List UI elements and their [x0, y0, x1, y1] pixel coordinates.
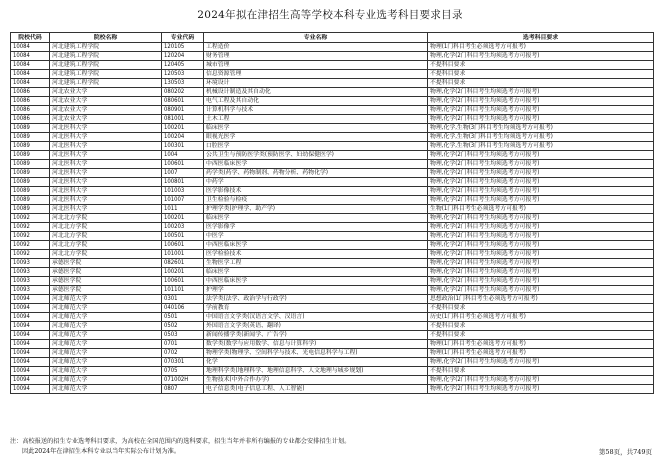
- cell-school-code: 10092: [11, 214, 50, 223]
- cell-major-name: 工程造价: [204, 43, 428, 52]
- cell-school-name: 河北建筑工程学院: [50, 52, 162, 61]
- cell-major-name: 中西医临床医学: [204, 277, 428, 286]
- cell-school-code: 10089: [11, 169, 50, 178]
- cell-school-name: 河北师范大学: [50, 367, 162, 376]
- cell-subject-requirement: 物理,化学,生物(3门科目考生均须选考方可报考): [428, 124, 654, 133]
- cell-major-code: 100801: [162, 178, 204, 187]
- cell-major-name: 生物技术(中外合作办学): [204, 376, 428, 385]
- cell-school-code: 10086: [11, 106, 50, 115]
- cell-major-name: 中西医临床医学: [204, 160, 428, 169]
- cell-school-code: 10094: [11, 295, 50, 304]
- cell-school-name: 河北农业大学: [50, 97, 162, 106]
- table-row: [11, 61, 654, 70]
- cell-school-code: 10093: [11, 268, 50, 277]
- table-row: [11, 169, 654, 178]
- table-row: [11, 367, 654, 376]
- cell-major-name: 口腔医学: [204, 142, 428, 151]
- cell-major-name: 机械设计制造及其自动化: [204, 88, 428, 97]
- cell-major-name: 学前教育: [204, 304, 428, 313]
- cell-major-code: 0702: [162, 349, 204, 358]
- cell-major-code: 100201: [162, 214, 204, 223]
- cell-subject-requirement: 物理,化学(2门科目考生均须选考方可报考): [428, 232, 654, 241]
- cell-major-name: 土木工程: [204, 115, 428, 124]
- cell-major-code: 100201: [162, 124, 204, 133]
- footnote-line-2: 因此2024年在津招生本科专业以当年实际公布计划为准。: [22, 448, 181, 455]
- cell-major-code: 0502: [162, 322, 204, 331]
- cell-major-code: 0301: [162, 295, 204, 304]
- col-header-major-code: 专业代码: [162, 33, 204, 43]
- col-header-school-name: 院校名称: [50, 33, 162, 43]
- cell-school-code: 10094: [11, 331, 50, 340]
- cell-school-code: 10093: [11, 286, 50, 295]
- table-row: [11, 286, 654, 295]
- cell-subject-requirement: 物理(1门科目考生必须选考方可报考): [428, 43, 654, 52]
- table-row: [11, 223, 654, 232]
- cell-school-code: 10093: [11, 277, 50, 286]
- table-row: [11, 196, 654, 205]
- cell-school-name: 河北师范大学: [50, 358, 162, 367]
- table-row: [11, 385, 654, 394]
- cell-subject-requirement: 物理,化学(2门科目考生均须选考方可报考): [428, 106, 654, 115]
- cell-school-code: 10094: [11, 322, 50, 331]
- cell-major-name: 外国语言文学类(英语、翻译): [204, 322, 428, 331]
- cell-subject-requirement: 生物(1门科目考生必须选考方可报考): [428, 205, 654, 214]
- table-row: [11, 115, 654, 124]
- cell-subject-requirement: 不提科目要求: [428, 322, 654, 331]
- cell-major-code: 120105: [162, 43, 204, 52]
- cell-school-name: 河北师范大学: [50, 295, 162, 304]
- cell-school-code: 10089: [11, 178, 50, 187]
- table-row: [11, 250, 654, 259]
- cell-major-code: 0807: [162, 385, 204, 394]
- col-header-school-code: 院校代码: [11, 33, 50, 43]
- table-row: [11, 259, 654, 268]
- cell-major-name: 新闻传播学类(新闻学、广告学): [204, 331, 428, 340]
- table-row: [11, 106, 654, 115]
- cell-subject-requirement: 不提科目要求: [428, 61, 654, 70]
- cell-major-code: 101001: [162, 250, 204, 259]
- cell-school-code: 10089: [11, 151, 50, 160]
- cell-major-code: 100601: [162, 277, 204, 286]
- cell-major-code: 1011: [162, 205, 204, 214]
- table-row: [11, 43, 654, 52]
- cell-major-code: 100601: [162, 160, 204, 169]
- cell-subject-requirement: 物理(1门科目考生必须选考方可报考): [428, 349, 654, 358]
- cell-subject-requirement: 物理,化学(2门科目考生均须选考方可报考): [428, 376, 654, 385]
- cell-school-code: 10093: [11, 259, 50, 268]
- table-row: [11, 214, 654, 223]
- table-row: [11, 142, 654, 151]
- table-row: [11, 160, 654, 169]
- cell-school-name: 河北医科大学: [50, 124, 162, 133]
- table-row: [11, 88, 654, 97]
- cell-school-code: 10089: [11, 124, 50, 133]
- cell-subject-requirement: 不提科目要求: [428, 79, 654, 88]
- cell-subject-requirement: 物理,化学(2门科目考生均须选考方可报考): [428, 52, 654, 61]
- table-row: [11, 124, 654, 133]
- cell-school-name: 河北医科大学: [50, 178, 162, 187]
- cell-major-code: 100501: [162, 232, 204, 241]
- cell-school-name: 河北医科大学: [50, 151, 162, 160]
- table-row: [11, 277, 654, 286]
- cell-major-name: 地理科学类(地理科学、地理信息科学、人文地理与城乡规划): [204, 367, 428, 376]
- cell-school-code: 10094: [11, 340, 50, 349]
- cell-school-code: 10089: [11, 160, 50, 169]
- cell-major-code: 100204: [162, 133, 204, 142]
- cell-school-name: 河北医科大学: [50, 160, 162, 169]
- cell-major-code: 101007: [162, 196, 204, 205]
- cell-school-code: 10094: [11, 313, 50, 322]
- cell-school-name: 河北北方学院: [50, 241, 162, 250]
- table-row: [11, 178, 654, 187]
- cell-major-name: 医学影像技术: [204, 187, 428, 196]
- cell-school-code: 10086: [11, 97, 50, 106]
- cell-school-name: 河北师范大学: [50, 331, 162, 340]
- cell-major-code: 100301: [162, 142, 204, 151]
- table-row: [11, 52, 654, 61]
- cell-school-code: 10092: [11, 232, 50, 241]
- table-header-row: [11, 33, 654, 43]
- cell-school-name: 承德医学院: [50, 277, 162, 286]
- cell-subject-requirement: 思想政治(1门科目考生必须选考方可报考): [428, 295, 654, 304]
- table-row: [11, 304, 654, 313]
- table-row: [11, 79, 654, 88]
- cell-major-code: 1004: [162, 151, 204, 160]
- cell-major-name: 中药学: [204, 178, 428, 187]
- cell-subject-requirement: 不提科目要求: [428, 304, 654, 313]
- cell-school-name: 河北医科大学: [50, 142, 162, 151]
- cell-subject-requirement: 物理,化学(2门科目考生均须选考方可报考): [428, 151, 654, 160]
- cell-major-name: 护理学类(护理学、助产学): [204, 205, 428, 214]
- cell-school-name: 河北北方学院: [50, 232, 162, 241]
- cell-major-name: 眼视光医学: [204, 133, 428, 142]
- cell-subject-requirement: 物理,化学(2门科目考生均须选考方可报考): [428, 358, 654, 367]
- table-row: [11, 241, 654, 250]
- table-row: [11, 268, 654, 277]
- cell-school-code: 10089: [11, 205, 50, 214]
- cell-major-name: 信息资源管理: [204, 70, 428, 79]
- cell-school-code: 10084: [11, 52, 50, 61]
- page-number: 第58页，共749页: [598, 448, 652, 456]
- cell-subject-requirement: 物理,化学(2门科目考生均须选考方可报考): [428, 277, 654, 286]
- cell-school-code: 10094: [11, 367, 50, 376]
- table-row: [11, 232, 654, 241]
- cell-school-name: 河北建筑工程学院: [50, 79, 162, 88]
- cell-subject-requirement: 历史(1门科目考生必须选考方可报考): [428, 313, 654, 322]
- cell-school-name: 河北北方学院: [50, 223, 162, 232]
- cell-subject-requirement: 物理,化学(2门科目考生均须选考方可报考): [428, 160, 654, 169]
- cell-major-name: 医学影像学: [204, 223, 428, 232]
- cell-major-code: 0503: [162, 331, 204, 340]
- cell-school-name: 承德医学院: [50, 286, 162, 295]
- cell-major-code: 0705: [162, 367, 204, 376]
- table-row: [11, 313, 654, 322]
- cell-major-name: 中西医临床医学: [204, 241, 428, 250]
- cell-subject-requirement: 物理,化学(2门科目考生均须选考方可报考): [428, 115, 654, 124]
- cell-subject-requirement: 物理,化学,生物(3门科目考生均须选考方可报考): [428, 142, 654, 151]
- cell-school-code: 10084: [11, 61, 50, 70]
- cell-major-name: 中国语言文学类(汉语言文学、汉语言): [204, 313, 428, 322]
- cell-subject-requirement: 物理,化学(2门科目考生均须选考方可报考): [428, 97, 654, 106]
- cell-school-code: 10092: [11, 241, 50, 250]
- cell-school-code: 10092: [11, 223, 50, 232]
- cell-school-name: 河北师范大学: [50, 349, 162, 358]
- cell-subject-requirement: 物理,化学(2门科目考生均须选考方可报考): [428, 241, 654, 250]
- cell-subject-requirement: 物理,化学(2门科目考生均须选考方可报考): [428, 286, 654, 295]
- cell-major-code: 130503: [162, 79, 204, 88]
- cell-school-name: 承德医学院: [50, 268, 162, 277]
- cell-school-code: 10084: [11, 70, 50, 79]
- cell-major-name: 化学: [204, 358, 428, 367]
- table-row: [11, 151, 654, 160]
- cell-school-code: 10089: [11, 142, 50, 151]
- cell-major-name: 医学检验技术: [204, 250, 428, 259]
- cell-major-code: 040106: [162, 304, 204, 313]
- cell-school-name: 河北建筑工程学院: [50, 70, 162, 79]
- table-row: [11, 70, 654, 79]
- cell-major-name: 财务管理: [204, 52, 428, 61]
- cell-school-code: 10084: [11, 79, 50, 88]
- cell-school-name: 河北师范大学: [50, 385, 162, 394]
- cell-major-code: 100201: [162, 268, 204, 277]
- cell-school-name: 河北医科大学: [50, 187, 162, 196]
- cell-major-code: 120405: [162, 61, 204, 70]
- cell-school-name: 河北师范大学: [50, 304, 162, 313]
- cell-school-code: 10084: [11, 43, 50, 52]
- table-row: [11, 349, 654, 358]
- table-row: [11, 187, 654, 196]
- cell-major-name: 电子信息类(电子信息工程、人工智能): [204, 385, 428, 394]
- cell-major-code: 080202: [162, 88, 204, 97]
- footnote: [10, 437, 570, 457]
- cell-major-name: 城市管理: [204, 61, 428, 70]
- cell-school-name: 河北农业大学: [50, 106, 162, 115]
- cell-subject-requirement: 物理,化学(2门科目考生均须选考方可报考): [428, 259, 654, 268]
- cell-school-name: 河北北方学院: [50, 214, 162, 223]
- cell-school-code: 10094: [11, 304, 50, 313]
- cell-subject-requirement: 物理,化学(2门科目考生均须选考方可报考): [428, 169, 654, 178]
- requirements-table: [10, 32, 654, 394]
- cell-major-name: 护理学: [204, 286, 428, 295]
- cell-major-code: 100203: [162, 223, 204, 232]
- cell-school-name: 河北建筑工程学院: [50, 61, 162, 70]
- cell-school-code: 10094: [11, 358, 50, 367]
- cell-school-name: 河北师范大学: [50, 340, 162, 349]
- cell-school-code: 10089: [11, 133, 50, 142]
- col-header-major-name: 专业名称: [204, 33, 428, 43]
- table-row: [11, 376, 654, 385]
- cell-major-code: 081001: [162, 115, 204, 124]
- table-row: [11, 358, 654, 367]
- cell-school-name: 河北医科大学: [50, 205, 162, 214]
- cell-school-name: 河北师范大学: [50, 313, 162, 322]
- cell-major-name: 药学类(药学、药物制剂、药物分析、药物化学): [204, 169, 428, 178]
- cell-school-code: 10094: [11, 376, 50, 385]
- cell-subject-requirement: 物理,化学(2门科目考生均须选考方可报考): [428, 250, 654, 259]
- cell-major-name: 法学类(法学、政治学与行政学): [204, 295, 428, 304]
- cell-major-name: 临床医学: [204, 268, 428, 277]
- cell-major-name: 公共卫生与预防医学类(预防医学、妇幼保健医学): [204, 151, 428, 160]
- footnote-line-1: 注：高校报送的招生专业选考科目要求，为高校在全国范围内的选科要求，招生当年并非所有编报的专业都会安排招生计划。: [10, 438, 351, 445]
- page-title: 2024年拟在津招生高等学校本科专业选考科目要求目录: [197, 9, 463, 21]
- cell-major-code: 101101: [162, 286, 204, 295]
- cell-subject-requirement: 物理,化学(2门科目考生均须选考方可报考): [428, 268, 654, 277]
- table-row: [11, 331, 654, 340]
- cell-major-code: 080601: [162, 97, 204, 106]
- cell-school-name: 河北北方学院: [50, 250, 162, 259]
- cell-subject-requirement: 物理,化学(2门科目考生均须选考方可报考): [428, 187, 654, 196]
- cell-major-name: 环境设计: [204, 79, 428, 88]
- cell-major-name: 电气工程及其自动化: [204, 97, 428, 106]
- cell-school-code: 10094: [11, 349, 50, 358]
- cell-major-name: 卫生检验与检疫: [204, 196, 428, 205]
- cell-major-code: 082601: [162, 259, 204, 268]
- cell-major-code: 0701: [162, 340, 204, 349]
- table-row: [11, 322, 654, 331]
- cell-subject-requirement: 物理,化学(2门科目考生均须选考方可报考): [428, 385, 654, 394]
- cell-subject-requirement: 不提科目要求: [428, 367, 654, 376]
- cell-major-name: 中医学: [204, 232, 428, 241]
- cell-subject-requirement: 物理,化学(2门科目考生均须选考方可报考): [428, 196, 654, 205]
- cell-school-code: 10089: [11, 196, 50, 205]
- cell-school-name: 河北师范大学: [50, 322, 162, 331]
- cell-subject-requirement: 物理,化学(2门科目考生均须选考方可报考): [428, 88, 654, 97]
- cell-major-name: 数学类(数学与应用数学、信息与计算科学): [204, 340, 428, 349]
- cell-major-code: 120503: [162, 70, 204, 79]
- cell-major-name: 生物医学工程: [204, 259, 428, 268]
- cell-subject-requirement: 物理,化学(2门科目考生均须选考方可报考): [428, 214, 654, 223]
- table-row: [11, 340, 654, 349]
- table-row: [11, 295, 654, 304]
- cell-major-code: 080901: [162, 106, 204, 115]
- cell-major-name: 物理学类(物理学、空间科学与技术、光电信息科学与工程): [204, 349, 428, 358]
- cell-school-name: 河北医科大学: [50, 133, 162, 142]
- cell-school-code: 10092: [11, 250, 50, 259]
- cell-school-name: 河北农业大学: [50, 115, 162, 124]
- cell-school-name: 河北医科大学: [50, 169, 162, 178]
- cell-school-code: 10086: [11, 88, 50, 97]
- cell-subject-requirement: 物理,化学(2门科目考生均须选考方可报考): [428, 223, 654, 232]
- cell-major-code: 100601: [162, 241, 204, 250]
- cell-major-code: 1007: [162, 169, 204, 178]
- cell-major-code: 0501: [162, 313, 204, 322]
- cell-major-code: 071002H: [162, 376, 204, 385]
- cell-major-name: 临床医学: [204, 124, 428, 133]
- cell-subject-requirement: 物理,化学(2门科目考生均须选考方可报考): [428, 178, 654, 187]
- cell-school-name: 河北农业大学: [50, 88, 162, 97]
- cell-subject-requirement: 物理(1门科目考生必须选考方可报考): [428, 340, 654, 349]
- table-row: [11, 205, 654, 214]
- cell-school-code: 10086: [11, 115, 50, 124]
- cell-subject-requirement: 不提科目要求: [428, 70, 654, 79]
- cell-school-name: 河北建筑工程学院: [50, 43, 162, 52]
- cell-major-code: 120204: [162, 52, 204, 61]
- cell-school-name: 河北师范大学: [50, 376, 162, 385]
- cell-school-name: 承德医学院: [50, 259, 162, 268]
- cell-school-code: 10094: [11, 385, 50, 394]
- cell-major-code: 070301: [162, 358, 204, 367]
- cell-subject-requirement: 物理,化学,生物(3门科目考生均须选考方可报考): [428, 133, 654, 142]
- cell-subject-requirement: 不提科目要求: [428, 331, 654, 340]
- table-body: [11, 43, 654, 394]
- table-row: [11, 97, 654, 106]
- cell-major-code: 101003: [162, 187, 204, 196]
- cell-major-name: 计算机科学与技术: [204, 106, 428, 115]
- cell-school-code: 10089: [11, 187, 50, 196]
- cell-school-name: 河北医科大学: [50, 196, 162, 205]
- cell-major-name: 临床医学: [204, 214, 428, 223]
- col-header-subject-requirement: 选考科目要求: [428, 33, 654, 43]
- table-row: [11, 133, 654, 142]
